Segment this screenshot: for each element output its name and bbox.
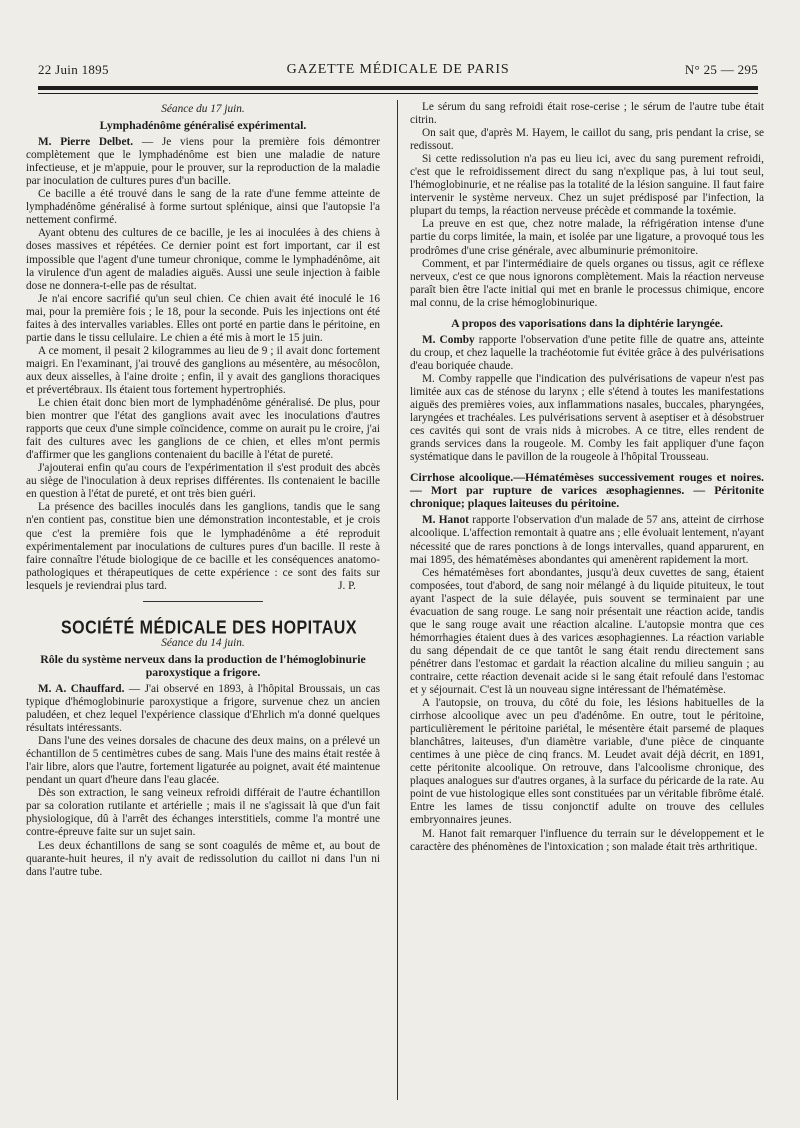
article-heading: Cirrhose alcoolique.—Hématémèses successivement rouges et noires.— Mort par rupture de varices æsophagiennes. — Péritonite chronique; plaques laiteuses du péritoine. (410, 470, 764, 511)
page-header (38, 58, 758, 82)
paragraph: Ayant obtenu des cultures de ce bacille, je les ai inoculées à des chiens à doses massives et répétées. Ce dernier point est fort important, car il est impossible que l'agent d'une tumeur chronique, comme le lymphadénôme, ait la virulence d'un agent de maladies aiguës. Aussi une seule injection à faible dose ne donnera-t-elle pas de résultat. (26, 227, 380, 292)
paragraph-text: — J'ai observé en 1893, à l'hôpital Broussais, un cas typique d'hémoglobinurie paroxystique a frigore, survenue chez un ancien paludéen, et chez lequel l'expérience classique d'Ehrlich m'a donné quelques résultats intéressants. (26, 682, 380, 735)
column-divider (397, 100, 398, 1100)
issue-date: 22 Juin 1895 (38, 62, 109, 77)
paragraph-text: — Je viens pour la première fois démontrer complètement que le lymphadénôme est bien une maladie de nature infectieuse, et je m'appuie, pour le prouver, sur la reproduction de la maladie par inoculation de cultures pures d'un bacille. (26, 136, 380, 188)
paragraph: Comment, et par l'intermédiaire de quels organes ou tissus, agit ce réflexe nerveux, c'est ce que nous ignorons complètement. Mais la réaction nerveuse paraît bien être l'acte initial qui met en branle le processus chimique, encore mal connu, de la crise hémoglobinurique. (410, 257, 764, 309)
paragraph: A l'autopsie, on trouva, du côté du foie, les lésions habituelles de la cirrhose alcoolique avec un peu d'adénôme. En outre, tout le péritoine, particulièrement le péritoine pariétal, le mésentère était parsemé de plaques blanchâtres, laiteuses, d'un diamètre variable, d'une pièce de cinquante centimes à une pièce de cinq francs. M. Leudet avait déjà décrit, en 1891, cette péritonite alcoolique. On retrouve, dans l'alcoolisme chronique, des plaques analogues sur d'autres organes, à la surface du péricarde de la rate. Au point de vue histologique elles sont constituées par un véritable fibrôme étalé. Entre les lames de tissu conjonctif adulte on trouve des cellules embryonnaires jeunes. (410, 697, 764, 827)
article-heading: A propos des vaporisations dans la diphtérie laryngée. (451, 315, 723, 330)
paragraph: M. Comby rappelle que l'indication des pulvérisations de vapeur n'est pas limitée aux cas de sténose du larynx ; elle s'étend à toutes les manifestations aiguës des premières voies, aux inflammations nasales, buccales, pharyngées, laryngées et trachéales. Les pulvérisations servent à aseptiser et à désobstruer ces cavités qui sont de vrais nids à microbes. A ce titre, elles rendent de grands services dans la rougeole. M. Comby les fait appliquer d'une façon systématique dans le pavillon de la rougeole à l'hôpital Trousseau. (410, 372, 764, 464)
paragraph-text: rapporte l'observation d'un malade de 57 ans, atteint de cirrhose alcoolique. L'affection remontait à quatre ans ; elle évoluait lentement, n'ayant nécessité que de rares ponctions à de longs intervalles, quand apparurent, en mai 1895, des hématémèses abondantes qui amenèrent rapidement la mort. (410, 514, 764, 566)
paragraph: M. Hanot fait remarquer l'influence du terrain sur le développement et le caractère des phénomènes de l'intoxication ; son malade était très arthritique. (410, 827, 764, 853)
left-column (26, 101, 380, 879)
paragraph: Si cette redissolution n'a pas eu lieu ici, avec du sang purement refroidi, c'est que le refroidissement direct du sang n'explique pas, à lui tout seul, l'hémoglobinurie, et ne réalise pas la totalité de la lésion sanguine. Il faut faire intervenir le système nerveux. Chez un sujet prédisposé par l'infection, la plupart du temps, la réaction nerveuse précède et commande la toxémie. (410, 153, 764, 218)
speaker-name: M. Hanot (422, 514, 469, 527)
paragraph (26, 136, 380, 188)
paragraph: On sait que, d'après M. Hayem, le caillot du sang, pris pendant la crise, se redissout. (410, 127, 764, 153)
article-heading: Lymphadénôme généralisé expérimental. (99, 118, 307, 133)
paragraph-text: rapporte l'observation d'une petite fille de quatre ans, atteinte du croup, et chez laquelle la trachéotomie fut évitée grâce à des pulvérisations d'eau boriquée chaude. (410, 333, 765, 372)
section-divider (143, 601, 263, 602)
speaker-name: M. Pierre Delbet. (38, 136, 134, 149)
paragraph: Dès son extraction, le sang veineux refroidi différait de l'autre échantillon par sa coloration rutilante et artérielle ; mais il ne s'agissait là que d'un fait physiologique, dû à l'arrêt des échanges interstitiels, comme l'a montré une contre-épreuve faite sur un sujet sain. (26, 787, 380, 839)
article-heading: Rôle du système nerveux dans la production de l'hémoglobinurie paroxystique a frigore. (40, 651, 366, 679)
paragraph: J'ajouterai enfin qu'au cours de l'expérimentation il s'est produit des abcès au siège de l'inoculation à deux reprises différentes. Ils contenaient le bacille en question à l'état de pureté, et ont très bien guéri. (26, 462, 380, 501)
page-number: N° 25 — 295 (684, 62, 758, 77)
paragraph: Ce bacille a été trouvé dans le sang de la rate d'une femme atteinte de lymphadénôme généralisé à forme surtout splénique, ainsi que l'autopsie l'a nettement confirmé. (26, 188, 380, 227)
paragraph (26, 683, 380, 735)
paragraph: Le chien était donc bien mort de lymphadénôme généralisé. De plus, pour bien montrer que l'état des ganglions avait avec les inoculations d'autres rapports que ceux d'une simple coïncidence, comme on aurait pu le croire, j'ai fait des cultures avec les ganglions de ce chien, et elles m'ont permis d'affirmer que les ganglions contenaient du bacille à l'état de pureté. (26, 397, 380, 462)
paragraph: Les deux échantillons de sang se sont coagulés de même et, au bout de quarante-huit heures, il n'y avait de redissolution du caillot ni dans l'un ni dans l'autre tube. (26, 839, 380, 878)
spacer (410, 464, 764, 468)
signature: J. P. (338, 579, 356, 592)
paragraph: A ce moment, il pesait 2 kilogrammes au lieu de 9 ; il avait donc fortement maigri. En l'examinant, j'ai trouvé des ganglions au mésentère, au mésocôlon, aux deux aisselles, à l'aine droite ; enfin, il y avait des ganglions thoraciques et prévertébraux. Ils étaient tous fortement hypertrophiés. (26, 344, 380, 396)
society-heading: SOCIÉTÉ MÉDICALE DES HOPITAUX (60, 618, 357, 639)
paragraph: La preuve en est que, chez notre malade, la réfrigération intense d'une partie du corps limitée, la main, et isolée par une ligature, a provoqué tous les prodrômes d'une crise générale, avec albuminurie prémonitoire. (410, 218, 764, 257)
paragraph (410, 334, 764, 373)
paragraph: La présence des bacilles inoculés dans les ganglions, tandis que le sang n'en contient pas, constitue bien une démonstration incontestable, et je crois que c'est la première fois que le lymphadénôme a été reproduit expérimentalement par inoculations de cultures pures d'un bacille. Il reste à faire connaître l'étude biologique de ce bacille et les conséquences anatomo-pathologiques et thérapeutiques de cette expérience : ce sont des faits sur lesquels je reviendrai plus tard. (26, 501, 380, 592)
session-date: Séance du 14 juin. (161, 636, 245, 649)
speaker-name: M. Comby (422, 333, 475, 346)
header-rule-thin (38, 93, 758, 94)
right-column (410, 101, 764, 854)
header-rule-thick (38, 86, 758, 90)
paragraph: Je n'ai encore sacrifié qu'un seul chien. Ce chien avait été inoculé le 16 mai, pour la première fois ; le 18, pour la seconde. Puis les injections ont été faites à des intervalles variables. Elles ont porté en partie dans le péritoine, en partie dans le tissu cellulaire. Le chien a été mis à mort le 15 juin. (26, 292, 380, 344)
paragraph (410, 514, 764, 566)
session-date: Séance du 17 juin. (161, 103, 245, 115)
spacer (410, 310, 764, 314)
paragraph: Dans l'une des veines dorsales de chacune des deux mains, on a prélevé un échantillon de 5 centimètres cubes de sang. Mais l'une des mains était restée à l'air libre, alors que l'autre, fortement ligaturée au poignet, avait été maintenue pendant un quart d'heure dans l'eau glacée. (26, 735, 380, 787)
speaker-name: M. A. Chauffard. (38, 682, 125, 695)
paragraph: Le sérum du sang refroidi était rose-cerise ; le sérum de l'autre tube était citrin. (410, 101, 764, 127)
paragraph: Ces hématémèses fort abondantes, jusqu'à deux cuvettes de sang, étaient composées, tout d'abord, de sang noir mélangé à du liquide pituiteux, le tout ayant l'aspect de la suie délayée, puis souvent se terminaient par une évacuation de sang rouge. Le sang noir présentait une réaction acide, tandis que le sang rouge avait une réaction alcaline. L'autopsie montra que ces hémorrhagies étaient dues à des varices æsophagiennes. La réaction variable du sang dépendait de ce que tantôt le sang était rendu directement sans pénétrer dans l'estomac et gardait la réaction alcaline du milieu sanguin ; au contraire, cette réaction devenait acide si le sang était refoulé dans l'estomac et y séjournait. C'est là un nouveau signe intéressant de l'hématémèse. (410, 566, 764, 697)
journal-title: GAZETTE MÉDICALE DE PARIS (286, 62, 510, 77)
